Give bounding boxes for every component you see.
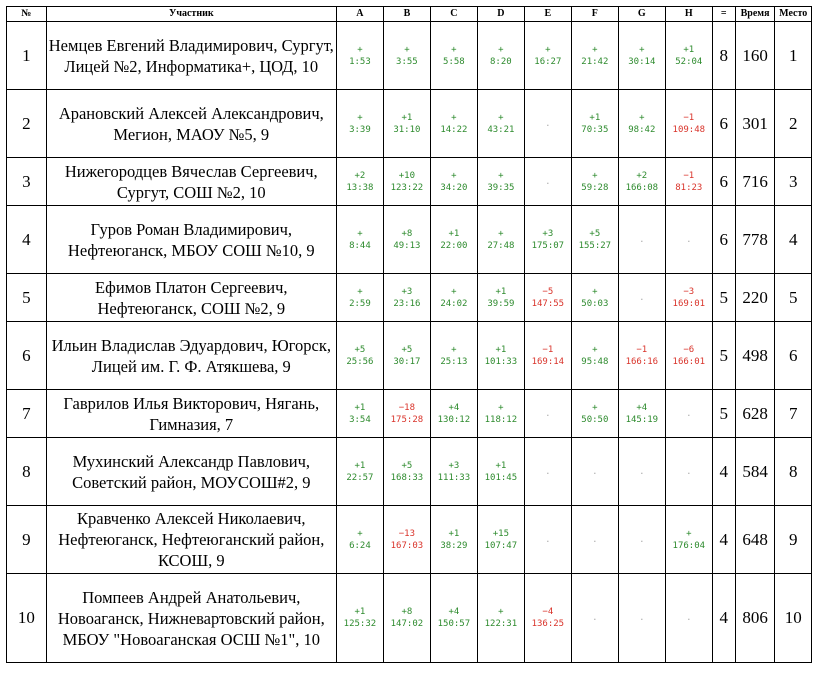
problem-cell — [524, 438, 571, 506]
place-value: 2 — [775, 90, 812, 158]
problem-cell — [477, 574, 524, 663]
place-value: 10 — [775, 574, 812, 663]
submission-time: 81:23 — [675, 182, 703, 193]
header-participant: Участник — [46, 7, 336, 22]
place-value: 5 — [775, 274, 812, 322]
problem-cell — [336, 506, 383, 574]
row-number: 10 — [7, 574, 47, 663]
participant-name: Гаврилов Илья Викторович, Нягань, Гимназия, 7 — [46, 390, 336, 438]
attempt-mark: . — [639, 534, 645, 545]
problem-cell — [571, 274, 618, 322]
problem-cell — [524, 206, 571, 274]
submission-time: 111:33 — [437, 472, 471, 483]
problem-cell — [618, 322, 665, 390]
attempt-mark: −1 — [683, 170, 695, 181]
submission-time: 14:22 — [440, 124, 468, 135]
problem-cell — [524, 274, 571, 322]
problem-cell — [571, 390, 618, 438]
row-number: 6 — [7, 322, 47, 390]
submission-time: 169:01 — [672, 298, 706, 309]
submission-time: 22:00 — [440, 240, 468, 251]
problem-cell — [477, 438, 524, 506]
problem-cell — [524, 574, 571, 663]
attempt-mark: +3 — [401, 286, 413, 297]
problem-cell — [477, 206, 524, 274]
submission-time: 176:04 — [672, 540, 706, 551]
participant-name: Немцев Евгений Владимирович, Сургут, Лицей №2, Информатика+, ЦОД, 10 — [46, 22, 336, 90]
attempt-mark: +1 — [589, 112, 601, 123]
header-row — [7, 7, 812, 22]
problem-cell — [430, 574, 477, 663]
problem-cell — [665, 390, 712, 438]
attempt-mark: + — [404, 44, 410, 55]
solved-count: 4 — [712, 506, 735, 574]
problem-cell — [618, 90, 665, 158]
solved-count: 6 — [712, 206, 735, 274]
problem-cell — [383, 506, 430, 574]
table-row — [7, 574, 812, 663]
attempt-mark: . — [592, 466, 598, 477]
attempt-mark: + — [592, 44, 598, 55]
place-value: 8 — [775, 438, 812, 506]
submission-time: 59:28 — [581, 182, 609, 193]
attempt-mark: −4 — [542, 607, 554, 617]
problem-cell — [383, 90, 430, 158]
attempt-mark: +4 — [448, 607, 460, 617]
header-solved: = — [712, 7, 735, 22]
problem-cell — [430, 90, 477, 158]
problem-cell — [383, 274, 430, 322]
problem-cell — [524, 390, 571, 438]
problem-cell — [336, 158, 383, 206]
penalty-time: 160 — [735, 22, 775, 90]
submission-time: 50:03 — [581, 298, 609, 309]
problem-cell — [430, 22, 477, 90]
submission-time: 8:20 — [490, 56, 512, 67]
submission-time: 49:13 — [393, 240, 421, 251]
row-number: 2 — [7, 90, 47, 158]
problem-cell — [618, 274, 665, 322]
standings-table — [6, 6, 812, 663]
penalty-time: 220 — [735, 274, 775, 322]
submission-time: 136:25 — [531, 619, 565, 629]
submission-time: 101:33 — [484, 356, 518, 367]
place-value: 1 — [775, 22, 812, 90]
header-problem-d: D — [477, 7, 524, 22]
row-number: 9 — [7, 506, 47, 574]
place-value: 4 — [775, 206, 812, 274]
attempt-mark: + — [639, 112, 645, 123]
submission-time: 16:27 — [534, 56, 562, 67]
solved-count: 6 — [712, 90, 735, 158]
problem-cell — [477, 158, 524, 206]
problem-cell — [336, 206, 383, 274]
attempt-mark: . — [545, 408, 551, 419]
attempt-mark: + — [498, 170, 504, 181]
submission-time: 118:12 — [484, 414, 518, 425]
penalty-time: 301 — [735, 90, 775, 158]
problem-cell — [524, 22, 571, 90]
attempt-mark: . — [639, 234, 645, 245]
attempt-mark: + — [451, 286, 457, 297]
attempt-mark: +5 — [401, 460, 413, 471]
attempt-mark: + — [451, 112, 457, 123]
submission-time: 167:03 — [390, 540, 424, 551]
attempt-mark: +1 — [495, 344, 507, 355]
submission-time: 3:39 — [349, 124, 371, 135]
submission-time: 147:02 — [390, 619, 424, 629]
participant-name: Ильин Владислав Эдуардович, Югорск, Лицей им. Г. Ф. Атякшева, 9 — [46, 322, 336, 390]
submission-time: 3:55 — [396, 56, 418, 67]
attempt-mark: + — [592, 286, 598, 297]
problem-cell — [383, 22, 430, 90]
penalty-time: 498 — [735, 322, 775, 390]
attempt-mark: . — [686, 408, 692, 419]
submission-time: 107:47 — [484, 540, 518, 551]
problem-cell — [524, 158, 571, 206]
penalty-time: 648 — [735, 506, 775, 574]
submission-time: 52:04 — [675, 56, 703, 67]
participant-name: Гуров Роман Владимирович, Нефтеюганск, МБОУ СОШ №10, 9 — [46, 206, 336, 274]
attempt-mark: + — [498, 44, 504, 55]
problem-cell — [618, 574, 665, 663]
submission-time: 175:28 — [390, 414, 424, 425]
attempt-mark: +1 — [354, 460, 366, 471]
submission-time: 5:58 — [443, 56, 465, 67]
submission-time: 166:01 — [672, 356, 706, 367]
penalty-time: 778 — [735, 206, 775, 274]
submission-time: 130:12 — [437, 414, 471, 425]
participant-name: Нижегородцев Вячеслав Сергеевич, Сургут, СОШ №2, 10 — [46, 158, 336, 206]
participant-name: Помпеев Андрей Анатольевич, Новоаганск, Нижневартовский район, МБОУ "Новоаганская ОСШ №1", 10 — [46, 574, 336, 663]
participant-name: Мухинский Александр Павлович, Советский район, МОУСОШ#2, 9 — [46, 438, 336, 506]
problem-cell — [571, 322, 618, 390]
row-number: 8 — [7, 438, 47, 506]
penalty-time: 628 — [735, 390, 775, 438]
submission-time: 70:35 — [581, 124, 609, 135]
submission-time: 13:38 — [346, 182, 374, 193]
attempt-mark: +8 — [401, 607, 413, 617]
attempt-mark: . — [686, 466, 692, 477]
submission-time: 166:16 — [625, 356, 659, 367]
problem-cell — [477, 90, 524, 158]
attempt-mark: . — [592, 534, 598, 545]
problem-cell — [618, 158, 665, 206]
attempt-mark: +4 — [448, 402, 460, 413]
problem-cell — [524, 322, 571, 390]
problem-cell — [430, 438, 477, 506]
row-number: 4 — [7, 206, 47, 274]
problem-cell — [383, 438, 430, 506]
problem-cell — [665, 438, 712, 506]
submission-time: 39:59 — [487, 298, 515, 309]
problem-cell — [430, 506, 477, 574]
header-time: Время — [735, 7, 775, 22]
submission-time: 22:57 — [346, 472, 374, 483]
problem-cell — [571, 506, 618, 574]
submission-time: 123:22 — [390, 182, 424, 193]
submission-time: 8:44 — [349, 240, 371, 251]
submission-time: 166:08 — [625, 182, 659, 193]
problem-cell — [336, 322, 383, 390]
problem-cell — [383, 390, 430, 438]
attempt-mark: . — [545, 466, 551, 477]
problem-cell — [665, 158, 712, 206]
header-num: № — [7, 7, 47, 22]
attempt-mark: + — [545, 44, 551, 55]
submission-time: 6:24 — [349, 540, 371, 551]
row-number: 7 — [7, 390, 47, 438]
table-row — [7, 158, 812, 206]
header-problem-f: F — [571, 7, 618, 22]
submission-time: 43:21 — [487, 124, 515, 135]
attempt-mark: + — [498, 607, 504, 617]
submission-time: 101:45 — [484, 472, 518, 483]
problem-cell — [571, 206, 618, 274]
attempt-mark: + — [357, 44, 363, 55]
submission-time: 125:32 — [343, 619, 377, 629]
attempt-mark: . — [639, 613, 645, 623]
place-value: 6 — [775, 322, 812, 390]
attempt-mark: + — [357, 228, 363, 239]
submission-time: 145:19 — [625, 414, 659, 425]
solved-count: 5 — [712, 274, 735, 322]
submission-time: 38:29 — [440, 540, 468, 551]
problem-cell — [571, 158, 618, 206]
submission-time: 169:14 — [531, 356, 565, 367]
attempt-mark: . — [639, 292, 645, 303]
attempt-mark: + — [592, 170, 598, 181]
submission-time: 27:48 — [487, 240, 515, 251]
participant-name: Кравченко Алексей Николаевич, Нефтеюганск, Нефтеюганский район, КСОШ, 9 — [46, 506, 336, 574]
attempt-mark: +1 — [495, 460, 507, 471]
submission-time: 122:31 — [484, 619, 518, 629]
solved-count: 5 — [712, 322, 735, 390]
header-problem-h: H — [665, 7, 712, 22]
attempt-mark: + — [357, 112, 363, 123]
solved-count: 6 — [712, 158, 735, 206]
header-problem-a: A — [336, 7, 383, 22]
attempt-mark: + — [357, 528, 363, 539]
problem-cell — [571, 438, 618, 506]
problem-cell — [383, 158, 430, 206]
table-row — [7, 322, 812, 390]
attempt-mark: . — [545, 176, 551, 187]
participant-name: Арановский Алексей Александрович, Мегион, МАОУ №5, 9 — [46, 90, 336, 158]
attempt-mark: +1 — [354, 402, 366, 413]
problem-cell — [477, 506, 524, 574]
row-number: 3 — [7, 158, 47, 206]
attempt-mark: +3 — [542, 228, 554, 239]
attempt-mark: + — [451, 170, 457, 181]
attempt-mark: −1 — [636, 344, 648, 355]
table-row — [7, 206, 812, 274]
attempt-mark: −13 — [398, 528, 416, 539]
attempt-mark: −5 — [542, 286, 554, 297]
problem-cell — [336, 274, 383, 322]
submission-time: 175:07 — [531, 240, 565, 251]
problem-cell — [430, 390, 477, 438]
attempt-mark: +8 — [401, 228, 413, 239]
submission-time: 155:27 — [578, 240, 612, 251]
problem-cell — [430, 206, 477, 274]
attempt-mark: +5 — [589, 228, 601, 239]
submission-time: 98:42 — [628, 124, 656, 135]
problem-cell — [336, 438, 383, 506]
submission-time: 95:48 — [581, 356, 609, 367]
problem-cell — [665, 206, 712, 274]
attempt-mark: + — [686, 528, 692, 539]
attempt-mark: +1 — [401, 112, 413, 123]
table-row — [7, 274, 812, 322]
submission-time: 109:48 — [672, 124, 706, 135]
problem-cell — [618, 390, 665, 438]
submission-time: 147:55 — [531, 298, 565, 309]
solved-count: 4 — [712, 438, 735, 506]
attempt-mark: +10 — [398, 170, 416, 181]
attempt-mark: . — [545, 534, 551, 545]
problem-cell — [477, 390, 524, 438]
attempt-mark: +1 — [683, 44, 695, 55]
attempt-mark: +2 — [636, 170, 648, 181]
submission-time: 2:59 — [349, 298, 371, 309]
problem-cell — [665, 90, 712, 158]
problem-cell — [477, 322, 524, 390]
attempt-mark: + — [498, 228, 504, 239]
row-number: 1 — [7, 22, 47, 90]
submission-time: 39:35 — [487, 182, 515, 193]
problem-cell — [571, 574, 618, 663]
submission-time: 30:17 — [393, 356, 421, 367]
attempt-mark: −6 — [683, 344, 695, 355]
submission-time: 150:57 — [437, 619, 471, 629]
problem-cell — [383, 574, 430, 663]
solved-count: 8 — [712, 22, 735, 90]
submission-time: 30:14 — [628, 56, 656, 67]
problem-cell — [430, 274, 477, 322]
problem-cell — [336, 574, 383, 663]
solved-count: 4 — [712, 574, 735, 663]
attempt-mark: +15 — [492, 528, 509, 539]
attempt-mark: . — [686, 613, 692, 623]
problem-cell — [524, 90, 571, 158]
attempt-mark: + — [639, 44, 645, 55]
attempt-mark: + — [357, 286, 363, 297]
table-row — [7, 390, 812, 438]
submission-time: 3:54 — [349, 414, 371, 425]
submission-time: 34:20 — [440, 182, 468, 193]
attempt-mark: −1 — [683, 112, 695, 123]
header-place: Место — [775, 7, 812, 22]
problem-cell — [571, 90, 618, 158]
problem-cell — [430, 322, 477, 390]
attempt-mark: +3 — [448, 460, 460, 471]
place-value: 7 — [775, 390, 812, 438]
submission-time: 25:13 — [440, 356, 468, 367]
attempt-mark: +1 — [448, 528, 460, 539]
submission-time: 21:42 — [581, 56, 609, 67]
attempt-mark: . — [686, 234, 692, 245]
attempt-mark: + — [498, 402, 504, 413]
row-number: 5 — [7, 274, 47, 322]
attempt-mark: . — [592, 613, 598, 623]
problem-cell — [618, 206, 665, 274]
participant-name: Ефимов Платон Сергеевич, Нефтеюганск, СОШ №2, 9 — [46, 274, 336, 322]
header-problem-b: B — [383, 7, 430, 22]
header-problem-c: C — [430, 7, 477, 22]
attempt-mark: . — [545, 118, 551, 129]
attempt-mark: + — [451, 44, 457, 55]
problem-cell — [571, 22, 618, 90]
problem-cell — [383, 206, 430, 274]
submission-time: 31:10 — [393, 124, 421, 135]
penalty-time: 806 — [735, 574, 775, 663]
table-row — [7, 506, 812, 574]
problem-cell — [336, 90, 383, 158]
problem-cell — [336, 390, 383, 438]
problem-cell — [477, 22, 524, 90]
problem-cell — [665, 322, 712, 390]
problem-cell — [524, 506, 571, 574]
submission-time: 50:50 — [581, 414, 609, 425]
attempt-mark: +5 — [401, 344, 413, 355]
attempt-mark: + — [592, 344, 598, 355]
attempt-mark: −3 — [683, 286, 695, 297]
header-problem-g: G — [618, 7, 665, 22]
submission-time: 23:16 — [393, 298, 421, 309]
problem-cell — [618, 438, 665, 506]
submission-time: 24:02 — [440, 298, 468, 309]
place-value: 9 — [775, 506, 812, 574]
attempt-mark: −1 — [542, 344, 554, 355]
attempt-mark: . — [639, 466, 645, 477]
submission-time: 1:53 — [349, 56, 371, 67]
problem-cell — [618, 22, 665, 90]
solved-count: 5 — [712, 390, 735, 438]
penalty-time: 584 — [735, 438, 775, 506]
table-row — [7, 90, 812, 158]
problem-cell — [665, 274, 712, 322]
attempt-mark: +1 — [448, 228, 460, 239]
problem-cell — [430, 158, 477, 206]
problem-cell — [383, 322, 430, 390]
problem-cell — [665, 22, 712, 90]
table-row — [7, 438, 812, 506]
problem-cell — [665, 574, 712, 663]
submission-time: 25:56 — [346, 356, 374, 367]
problem-cell — [618, 506, 665, 574]
attempt-mark: + — [498, 112, 504, 123]
problem-cell — [477, 274, 524, 322]
attempt-mark: + — [592, 402, 598, 413]
table-row — [7, 22, 812, 90]
attempt-mark: −18 — [398, 402, 416, 413]
penalty-time: 716 — [735, 158, 775, 206]
attempt-mark: +4 — [636, 402, 648, 413]
attempt-mark: +2 — [354, 170, 366, 181]
submission-time: 168:33 — [390, 472, 424, 483]
problem-cell — [336, 22, 383, 90]
attempt-mark: +1 — [354, 607, 366, 617]
attempt-mark: +1 — [495, 286, 507, 297]
attempt-mark: +5 — [354, 344, 366, 355]
header-problem-e: E — [524, 7, 571, 22]
attempt-mark: + — [451, 344, 457, 355]
problem-cell — [665, 506, 712, 574]
place-value: 3 — [775, 158, 812, 206]
